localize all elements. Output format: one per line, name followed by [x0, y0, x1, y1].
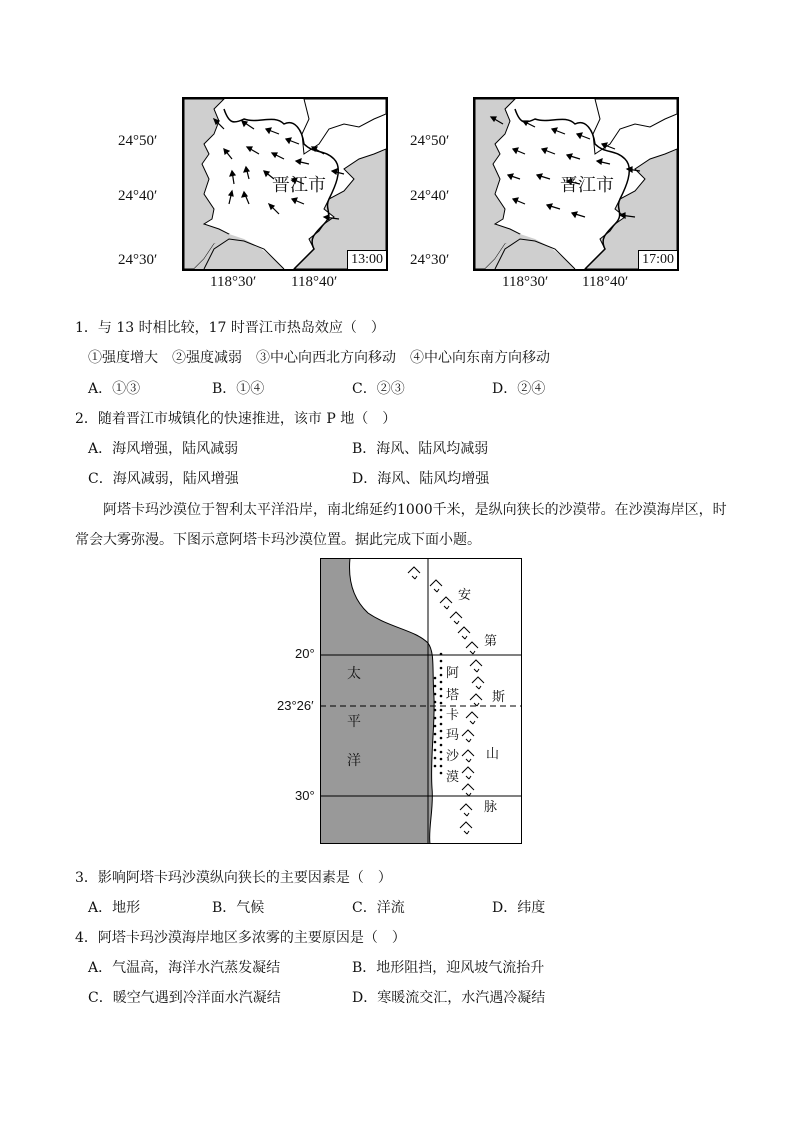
mountain-char: 脉: [484, 800, 498, 815]
ocean-char: 太: [347, 666, 361, 682]
question-3-stem: 3．影响阿塔卡玛沙漠纵向狭长的主要因素是（ ）: [75, 870, 392, 886]
mountain-char: 山: [486, 747, 500, 762]
lat-label: 24°40′: [410, 188, 450, 204]
mountain-char: 安: [458, 588, 472, 603]
lat-label: 24°50′: [410, 133, 450, 149]
lat-label-30: 30°: [295, 788, 315, 803]
option-1a[interactable]: A．①③: [88, 381, 141, 397]
desert-char: 沙: [446, 749, 460, 764]
passage-text: 阿塔卡玛沙漠位于智利太平洋沿岸，南北绵延约1000千米，是纵向狭长的沙漠带。在沙漠海岸区，时常会大雾弥漫。下图示意阿塔卡玛沙漠位置。据此完成下面小题。: [75, 502, 727, 548]
desert-char: 卡: [446, 708, 460, 723]
mountain-char: 第: [484, 634, 498, 649]
reading-passage: [75, 495, 735, 555]
lat-label: 24°30′: [118, 252, 158, 268]
option-4a[interactable]: A．气温高，海洋水汽蒸发凝结: [88, 960, 281, 976]
question-2-stem: 2．随着晋江市城镇化的快速推进，该市 P 地（ ）: [75, 411, 397, 427]
option-3d[interactable]: D．纬度: [492, 900, 546, 916]
option-2a[interactable]: A．海风增强，陆风减弱: [88, 441, 239, 457]
lat-label: 24°50′: [118, 133, 158, 149]
time-label: 13:00: [347, 250, 387, 270]
option-2c[interactable]: C．海风减弱，陆风增强: [88, 471, 239, 487]
lon-label: 118°30′: [502, 274, 549, 290]
option-3a[interactable]: A．地形: [88, 900, 141, 916]
map-17-00: [473, 97, 679, 271]
question-1-stem: 1．与 13 时相比较，17 时晋江市热岛效应（ ）: [75, 320, 385, 336]
desert-char: 阿: [446, 666, 460, 681]
lat-label: 24°40′: [118, 188, 158, 204]
lat-label-tropic: 23°26′: [277, 698, 314, 713]
option-4d[interactable]: D．寒暖流交汇，水汽遇冷凝结: [352, 990, 546, 1006]
desert-char: 塔: [446, 688, 460, 703]
map-13-00: [182, 97, 388, 271]
time-label: 17:00: [638, 250, 678, 270]
city-label: 晋江市: [560, 175, 614, 196]
lon-label: 118°40′: [291, 274, 338, 290]
option-3c[interactable]: C．洋流: [352, 900, 405, 916]
option-2d[interactable]: D．海风、陆风均增强: [352, 471, 490, 487]
lon-label: 118°30′: [210, 274, 257, 290]
question-4-stem: 4．阿塔卡玛沙漠海岸地区多浓雾的主要原因是（ ）: [75, 930, 406, 946]
desert-char: 漠: [446, 770, 460, 785]
ocean-char: 洋: [347, 753, 361, 769]
lat-label: 24°30′: [410, 252, 450, 268]
option-2b[interactable]: B．海风、陆风均减弱: [352, 441, 489, 457]
desert-char: 玛: [446, 728, 460, 743]
lon-label: 118°40′: [582, 274, 629, 290]
lat-label-20: 20°: [295, 646, 315, 661]
option-3b[interactable]: B．气候: [212, 900, 265, 916]
ocean-char: 平: [347, 714, 361, 730]
question-1-statements: ①强度增大 ②强度减弱 ③中心向西北方向移动 ④中心向东南方向移动: [88, 350, 550, 366]
option-1c[interactable]: C．②③: [352, 381, 405, 397]
city-label: 晋江市: [272, 175, 326, 196]
option-4b[interactable]: B．地形阻挡，迎风坡气流抬升: [352, 960, 545, 976]
option-1d[interactable]: D．②④: [492, 381, 546, 397]
option-4c[interactable]: C．暖空气遇到冷洋面水汽凝结: [88, 990, 281, 1006]
option-1b[interactable]: B．①④: [212, 381, 265, 397]
mountain-char: 斯: [492, 690, 506, 705]
